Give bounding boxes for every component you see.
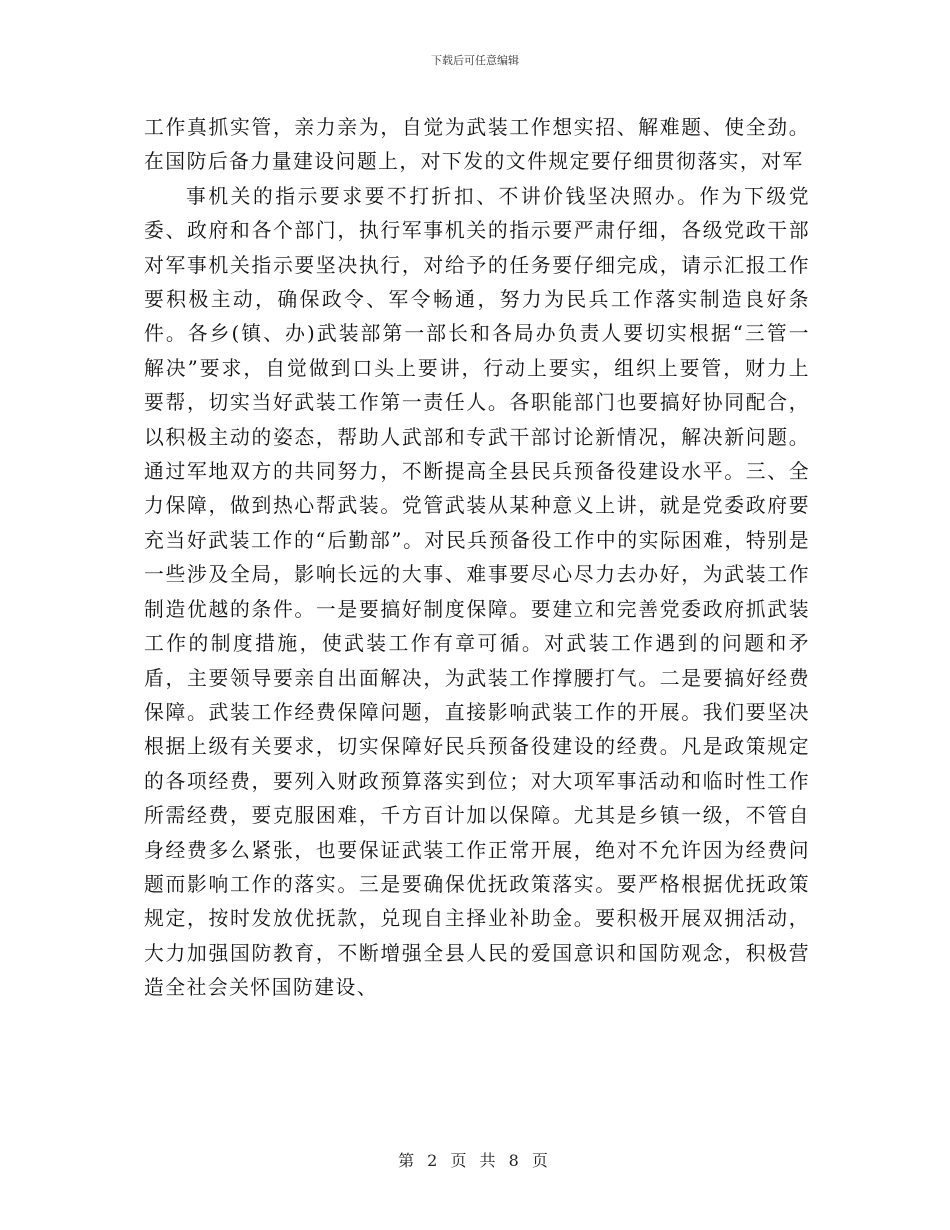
- page-header: [0, 52, 950, 68]
- paragraph-continuation: 工作真抓实管，亲力亲为，自觉为武装工作想实招、解难题、使全劲。在国防后备力量建设问题上，对下发的文件规定要仔细贯彻落实，对军: [144, 116, 810, 174]
- document-body: [144, 111, 810, 1006]
- paragraph-main: 事机关的指示要求要不打折扣、不讲价钱坚决照办。作为下级党委、政府和各个部门，执行军事机关的指示要严肃仔细，各级党政干部对军事机关指示要坚决执行，对给予的任务要仔细完成，请示汇报工作要积极主动，确保政令、军令畅通，努力为民兵工作落实制造良好条件。各乡(镇、办)武装部第一部长和各局办负责人要切实根据“三管一解决”要求，自觉做到口头上要讲，行动上要实，组织上要管，财力上要帮，切实当好武装工作第一责任人。各职能部门也要搞好协同配合，以积极主动的姿态，帮助人武部和专武干部讨论新情况，解决新问题。通过军地双方的共同努力，不断提高全县民兵预备役建设水平。三、全力保障，做到热心帮武装。党管武装从某种意义上讲，就是党委政府要充当好武装工作的“后勤部”。对民兵预备役工作中的实际困难，特别是一些涉及全局，影响长远的大事、难事要尽心尽力去办好，为武装工作制造优越的条件。一是要搞好制度保障。要建立和完善党委政府抓武装工作的制度措施，使武装工作有章可循。对武装工作遇到的问题和矛盾，主要领导要亲自出面解决，为武装工作撑腰打气。二是要搞好经费保障。武装工作经费保障问题，直接影响武装工作的开展。我们要坚决根据上级有关要求，切实保障好民兵预备役建设的经费。凡是政策规定的各项经费，要列入财政预算落实到位；对大项军事活动和临时性工作所需经费，要克服困难，千方百计加以保障。尤其是乡镇一级，不管自身经费多么紧张，也要保证武装工作正常开展，绝对不允许因为经费问题而影响工作的落实。三是要确保优抚政策落实。要严格根据优抚政策规定，按时发放优抚款，兑现自主择业补助金。要积极开展双拥活动，大力加强国防教育，不断增强全县人民的爱国意识和国防观念，积极营造全社会关怀国防建设、: [144, 184, 810, 1000]
- page-number: 第 2 页 共 8 页: [398, 1151, 552, 1170]
- header-note: 下载后可任意编辑: [431, 54, 519, 67]
- page-footer: [0, 1148, 950, 1171]
